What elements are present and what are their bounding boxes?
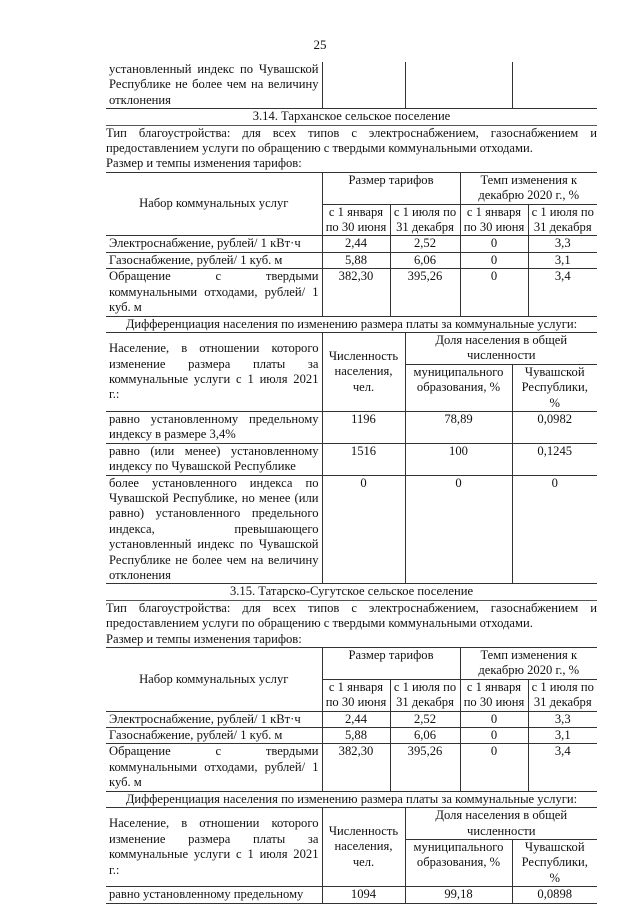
cell-value: 6,06 xyxy=(390,728,460,744)
table-header-row xyxy=(106,808,597,840)
section-heading: 3.14. Тарханское сельское поселение xyxy=(106,109,597,125)
differentiation-caption: Дифференциация населения по изменению размера платы за коммунальные услуги: xyxy=(125,791,578,806)
continued-table-fragment xyxy=(106,62,597,109)
table-row xyxy=(106,711,597,727)
header-population: Население, в отношении которого изменение размера платы за коммунальные услуги с 1 июля 2021 г.: xyxy=(106,332,322,411)
cell-value: 3,3 xyxy=(528,711,597,727)
cell-value: 2,44 xyxy=(322,711,390,727)
subheader-period: с 1 июля по 31 декабря xyxy=(390,679,460,711)
table-header-row xyxy=(106,172,597,204)
service-name: Обращение с твердыми коммунальными отходами, рублей/ 1 куб. м xyxy=(106,744,322,791)
cell-value: 0 xyxy=(460,236,528,252)
section-heading: 3.15. Татарско-Сугутское сельское поселение xyxy=(106,584,597,600)
header-population: Население, в отношении которого изменение размера платы за коммунальные услуги с 1 июля 2021 г.: xyxy=(106,808,322,887)
cell-value: 0,1245 xyxy=(512,443,597,475)
population-category: более установленного индекса по Чувашской Республике, но менее (или равно) установленного предельного индекса, превышающего установленный индекс по Чувашской Республике не более чем на величину отклонения xyxy=(106,475,322,584)
differentiation-table xyxy=(106,332,597,585)
cell-value: 395,26 xyxy=(390,269,460,316)
population-category: равно установленному предельному индексу в размере 3,4% xyxy=(106,411,322,443)
cell xyxy=(405,62,512,109)
table-row xyxy=(106,269,597,316)
cell-value: 100 xyxy=(405,443,512,475)
header-change-rate: Темп изменения к декабрю 2020 г., % xyxy=(460,172,597,204)
cell-value: 0 xyxy=(460,744,528,791)
header-service: Набор коммунальных услуг xyxy=(106,648,322,712)
cell-value: 2,52 xyxy=(390,236,460,252)
header-count: Численность населения, чел. xyxy=(322,332,405,411)
cell-value: 3,4 xyxy=(528,269,597,316)
service-name: Газоснабжение, рублей/ 1 куб. м xyxy=(106,252,322,268)
cell-value: 1094 xyxy=(322,887,405,903)
subheader-municipal: муниципального образования, % xyxy=(405,839,512,886)
cell-value: 1516 xyxy=(322,443,405,475)
subheader-republic: Чувашской Республики, % xyxy=(512,364,597,411)
header-service: Набор коммунальных услуг xyxy=(106,172,322,236)
cell xyxy=(322,62,405,109)
cell-value: 2,52 xyxy=(390,711,460,727)
header-tariff-size: Размер тарифов xyxy=(322,648,460,680)
subheader-period: с 1 июля по 31 декабря xyxy=(390,204,460,236)
table-header-row xyxy=(106,332,597,364)
differentiation-caption: Дифференциация населения по изменению размера платы за коммунальные услуги: xyxy=(125,316,578,331)
population-category: равно (или менее) установленному индексу по Чувашской Республике xyxy=(106,443,322,475)
cell-value: 0 xyxy=(512,475,597,584)
cell-value: 6,06 xyxy=(390,252,460,268)
table-row xyxy=(106,887,597,903)
table-row xyxy=(106,728,597,744)
tariff-table xyxy=(106,647,597,792)
subheader-period: с 1 июля по 31 декабря xyxy=(528,204,597,236)
table-row xyxy=(106,411,597,443)
cell-value: 0 xyxy=(460,269,528,316)
settlement-section xyxy=(106,584,597,903)
subheader-municipal: муниципального образования, % xyxy=(405,364,512,411)
subheader-period: с 1 января по 30 июня xyxy=(460,204,528,236)
table-row xyxy=(106,443,597,475)
cell-value: 382,30 xyxy=(322,269,390,316)
service-name: Электроснабжение, рублей/ 1 кВт·ч xyxy=(106,711,322,727)
subheader-period: с 1 января по 30 июня xyxy=(322,679,390,711)
subheader-period: с 1 января по 30 июня xyxy=(322,204,390,236)
header-share: Доля населения в общей численности xyxy=(405,332,597,364)
subheader-period: с 1 января по 30 июня xyxy=(460,679,528,711)
header-count: Численность населения, чел. xyxy=(322,808,405,887)
improvement-type-text: Тип благоустройства: для всех типов с электроснабжением, газоснабжением и предоставлением услуги по обращению с твердыми коммунальными отходами. xyxy=(106,125,597,156)
cell-value: 5,88 xyxy=(322,252,390,268)
cell-value: 3,3 xyxy=(528,236,597,252)
service-name: Электроснабжение, рублей/ 1 кВт·ч xyxy=(106,236,322,252)
table-row xyxy=(106,744,597,791)
tariff-caption: Размер и темпы изменения тарифов: xyxy=(106,631,302,646)
header-share: Доля населения в общей численности xyxy=(405,808,597,840)
cell-value: 3,4 xyxy=(528,744,597,791)
header-change-rate: Темп изменения к декабрю 2020 г., % xyxy=(460,648,597,680)
population-category: равно установленному предельному xyxy=(106,887,322,903)
cell-value: 382,30 xyxy=(322,744,390,791)
cell-value: 3,1 xyxy=(528,728,597,744)
table-row xyxy=(106,236,597,252)
cell-value: 5,88 xyxy=(322,728,390,744)
cell-value: 0 xyxy=(322,475,405,584)
cell-value: 395,26 xyxy=(390,744,460,791)
cell-value: 0 xyxy=(460,711,528,727)
table-row xyxy=(106,475,597,584)
table-row xyxy=(106,252,597,268)
tariff-table xyxy=(106,172,597,317)
page-number: 25 xyxy=(313,37,327,52)
cell-value: 0 xyxy=(405,475,512,584)
cell-value: 99,18 xyxy=(405,887,512,903)
cell-value: 2,44 xyxy=(322,236,390,252)
header-tariff-size: Размер тарифов xyxy=(322,172,460,204)
cell xyxy=(512,62,597,109)
cell-value: 1196 xyxy=(322,411,405,443)
table-header-row xyxy=(106,648,597,680)
improvement-type-text: Тип благоустройства: для всех типов с электроснабжением, газоснабжением и предоставлением услуги по обращению с твердыми коммунальными отходами. xyxy=(106,600,597,631)
cell-value: 3,1 xyxy=(528,252,597,268)
service-name: Газоснабжение, рублей/ 1 куб. м xyxy=(106,728,322,744)
subheader-republic: Чувашской Республики, % xyxy=(512,839,597,886)
cell-value: 0,0898 xyxy=(512,887,597,903)
subheader-period: с 1 июля по 31 декабря xyxy=(528,679,597,711)
document-content xyxy=(106,62,597,904)
settlement-section xyxy=(106,109,597,584)
service-name: Обращение с твердыми коммунальными отходами, рублей/ 1 куб. м xyxy=(106,269,322,316)
tariff-caption: Размер и темпы изменения тарифов: xyxy=(106,156,302,171)
cell-value: 0,0982 xyxy=(512,411,597,443)
cell-value: 0 xyxy=(460,728,528,744)
cell-value: 0 xyxy=(460,252,528,268)
table-row xyxy=(106,62,597,109)
differentiation-table xyxy=(106,807,597,903)
row-label: установленный индекс по Чувашской Республике не более чем на величину отклонения xyxy=(106,62,322,109)
cell-value: 78,89 xyxy=(405,411,512,443)
